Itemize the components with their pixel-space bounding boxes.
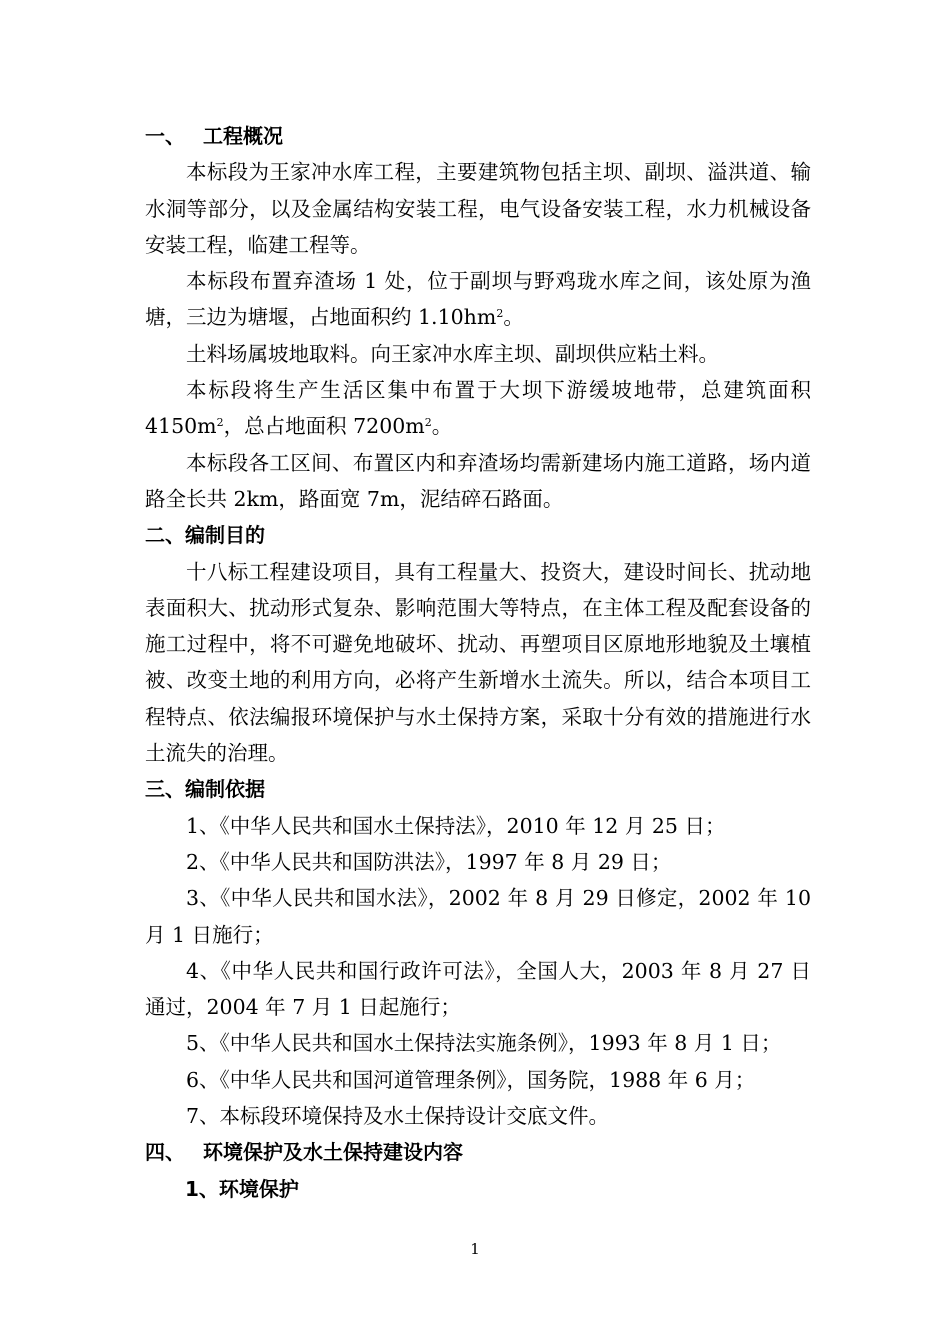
list-item: 1、《中华人民共和国水土保持法》，2010 年 12 月 25 日； [186,813,726,838]
document-body [145,118,811,1207]
superscript: 2 [424,416,432,430]
section-title: 环境保护及水土保持建设内容 [203,1140,463,1165]
paragraph: 土料场属坡地取料。向王家冲水库主坝、副坝供应粘土料。 [186,341,719,366]
list-item: 7、本标段环境保持及水土保持设计交底文件。 [186,1104,610,1129]
paragraph-text: 。 [431,414,453,439]
section-number: 四、 [145,1140,185,1165]
section-number: 一、 [145,124,185,148]
page-number: 1 [470,1240,480,1258]
paragraph [145,263,811,336]
paragraph: 本标段为王家冲水库工程，主要建筑物包括主坝、副坝、溢洪道、输水洞等部分，以及金属结构安装工程，电气设备安装工程，水力机械设备安装工程，临建工程等。 [145,160,811,257]
paragraph-text: 本标段将生产生活区集中布置于大坝下游缓坡地带，总建筑面积 4150m [145,378,811,439]
superscript: 2 [496,307,504,321]
paragraph [145,372,811,445]
list-item: 5、《中华人民共和国水土保持法实施条例》，1993 年 8 月 1 日； [186,1031,782,1056]
superscript: 2 [216,416,224,430]
list-item: 4、《中华人民共和国行政许可法》，全国人大，2003 年 8 月 27 日通过，2004 年 7 月 1 日起施行； [145,958,811,1020]
paragraph: 十八标工程建设项目，具有工程量大、投资大，建设时间长、扰动地表面积大、扰动形式复杂、影响范围大等特点，在主体工程及配套设备的施工过程中，将不可避免地破坏、扰动、再塑项目区原地形地貌及土壤植被、改变土地的利用方向，必将产生新增水土流失。所以，结合本项目工程特点、依法编报环境保护与水土保持方案，采取十分有效的措施进行水土流失的治理。 [145,559,811,766]
paragraph-text: 。 [503,305,524,330]
list-item: 6、《中华人民共和国河道管理条例》，国务院，1988 年 6 月； [186,1067,756,1092]
list-item: 2、《中华人民共和国防洪法》，1997 年 8 月 29 日； [186,849,672,874]
section-heading-content [145,1134,811,1170]
list-item: 3、《中华人民共和国水法》，2002 年 8 月 29 日修定，2002 年 10 月 1 日施行； [145,886,811,947]
section-title: 工程概况 [203,124,283,148]
paragraph: 本标段各工区间、布置区内和弃渣场均需新建场内施工道路，场内道路全长共 2km，路面宽 7m，泥结碎石路面。 [145,450,811,511]
section-heading-purpose: 二、编制目的 [145,523,265,548]
section-heading-basis: 三、编制依据 [145,777,265,802]
subsection-heading: 1、环境保护 [185,1176,299,1201]
paragraph-text: ，总占地面积 7200m [223,414,425,439]
section-heading-overview [145,118,811,154]
paragraph-text: 本标段布置弃渣场 1 处，位于副坝与野鸡珑水库之间，该处原为渔塘，三边为塘堰，占地面积约 1.10hm [145,269,811,330]
